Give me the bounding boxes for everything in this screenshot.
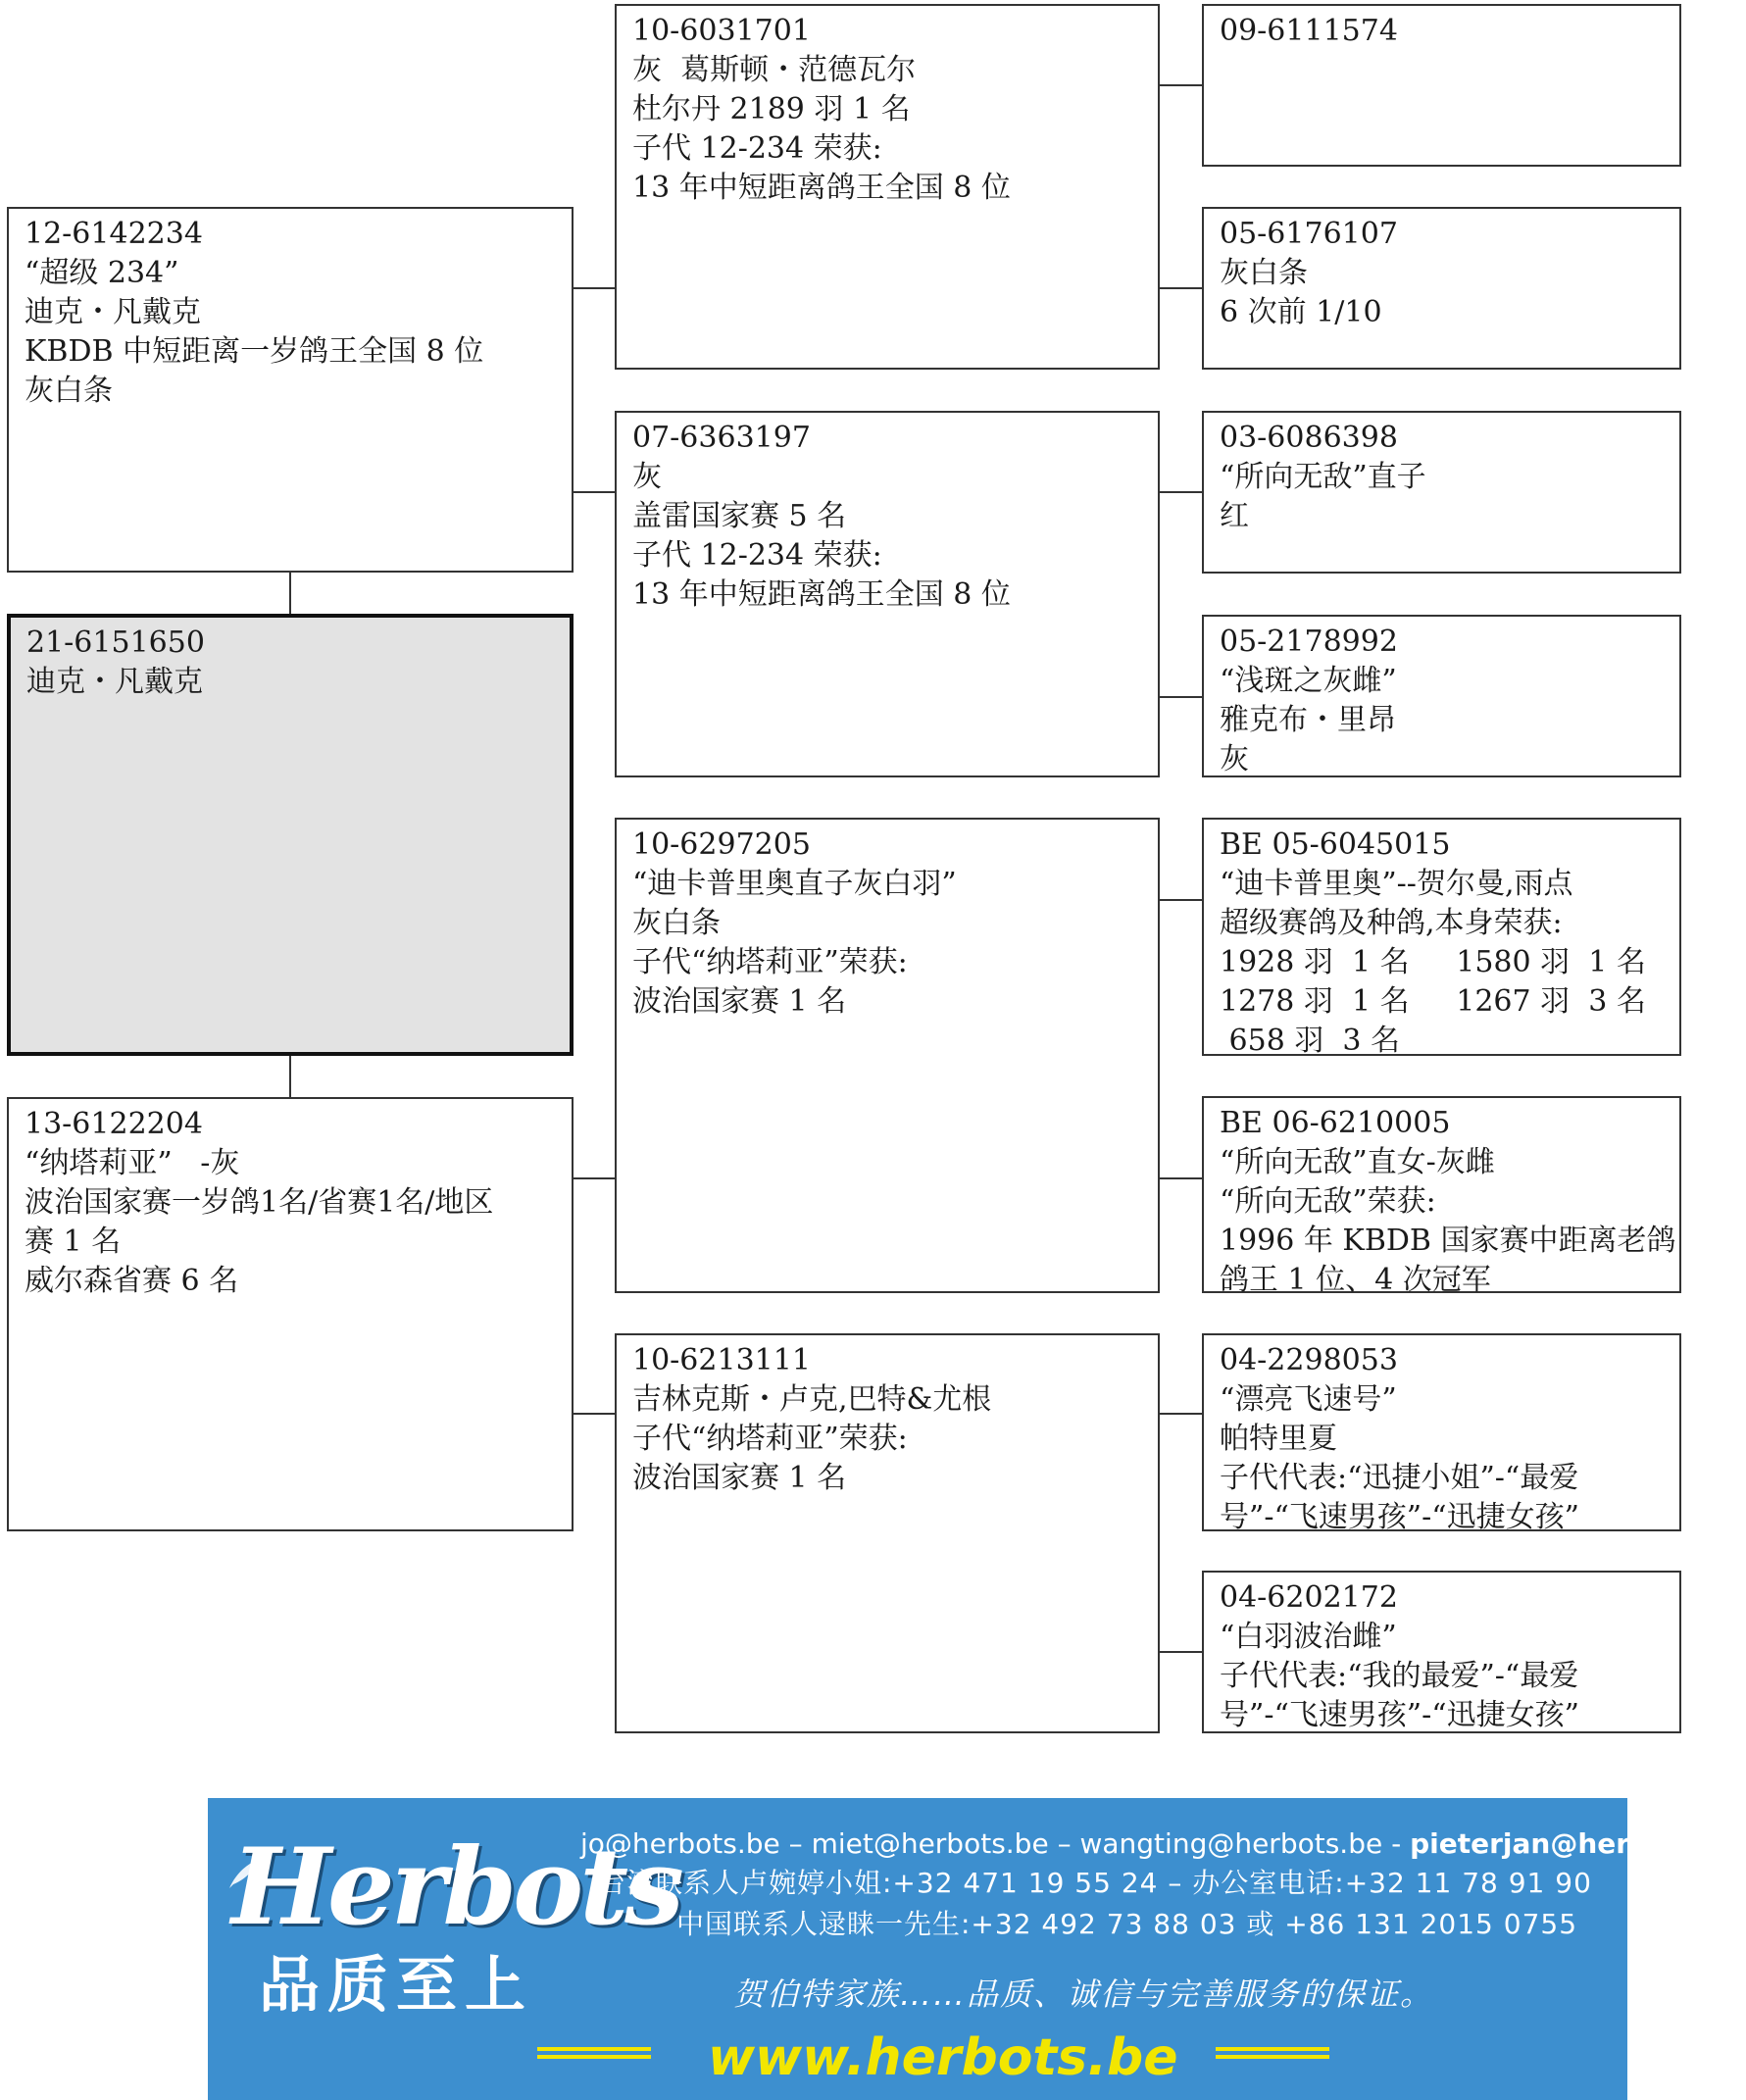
pedigree-line: BE 06-6210005	[1220, 1106, 1451, 1140]
pedigree-line: 10-6031701	[632, 14, 811, 48]
connector	[574, 287, 617, 289]
pedigree-line: 04-6202172	[1220, 1580, 1398, 1615]
pedigree-line: 盖雷国家赛 5 名	[632, 499, 847, 533]
connector	[1160, 899, 1203, 901]
connector	[1160, 84, 1203, 86]
pedigree-box-dam-dam	[615, 1333, 1160, 1733]
connector	[1160, 696, 1203, 698]
pedigree-line: KBDB 中短距离一岁鸽王全国 8 位	[25, 334, 484, 369]
pedigree-line: 04-2298053	[1220, 1343, 1398, 1377]
pedigree-line: “漂亮飞速号”	[1220, 1382, 1397, 1417]
pedigree-line: 雅克布・里昂	[1220, 703, 1396, 737]
brand-logo: Herbots	[231, 1825, 680, 1949]
website-link[interactable]: www.herbots.be	[708, 2028, 1178, 2087]
pedigree-line: BE 05-6045015	[1220, 827, 1451, 862]
pedigree-line: 号”-“飞速男孩”-“迅捷女孩”	[1220, 1698, 1579, 1732]
pedigree-line: 迪克・凡戴克	[26, 665, 203, 699]
decorative-line-right	[1216, 2047, 1329, 2051]
pedigree-box-dam	[7, 1097, 574, 1531]
connector	[1160, 1177, 1203, 1179]
connector	[1160, 1413, 1203, 1415]
pedigree-line: 09-6111574	[1220, 14, 1398, 48]
pedigree-line: 子代“纳塔莉亚”荣获:	[632, 945, 908, 979]
pedigree-line: “纳塔莉亚” -灰	[25, 1146, 240, 1180]
connector	[574, 1413, 617, 1415]
pedigree-line: 1996 年 KBDB 国家赛中距离老鸽	[1220, 1224, 1676, 1258]
pedigree-line: 21-6151650	[26, 625, 205, 660]
pedigree-line: 6 次前 1/10	[1220, 295, 1382, 329]
connector	[1160, 287, 1203, 289]
pedigree-line: 05-2178992	[1220, 625, 1398, 659]
pedigree-line: “所向无敌”直子	[1220, 460, 1426, 494]
decorative-line-left	[537, 2055, 651, 2059]
pedigree-box-ggp-8	[1202, 1571, 1681, 1733]
decorative-line-right	[1216, 2055, 1329, 2059]
pedigree-line: 子代代表:“迅捷小姐”-“最爱	[1220, 1461, 1579, 1495]
pedigree-box-ggp-7	[1202, 1333, 1681, 1534]
pedigree-box-ggp-2	[1202, 207, 1681, 370]
email-pieterjan: pieterjan@herbots.be	[1410, 1827, 1746, 1860]
brand-slogan: 品质至上	[259, 1949, 534, 2021]
pedigree-line: 灰白条	[25, 374, 113, 408]
pedigree-box-dam-sire	[615, 818, 1160, 1293]
connector	[289, 1056, 291, 1099]
pedigree-line: “所向无敌”荣获:	[1220, 1184, 1436, 1219]
pedigree-line: 威尔森省赛 6 名	[25, 1264, 239, 1298]
pedigree-box-subject	[7, 614, 574, 1056]
pedigree-line: 子代代表:“我的最爱”-“最爱	[1220, 1659, 1579, 1693]
pedigree-line: 灰	[1220, 742, 1249, 776]
brand-tagline: 贺伯特家族……品质、诚信与完善服务的保证。	[733, 1975, 1434, 2013]
contact-china: 中国联系人逯睐一先生:+32 492 73 88 03 或 +86 131 2015 0755	[676, 1908, 1578, 1940]
pedigree-line: 灰	[632, 460, 662, 494]
pedigree-line: 灰白条	[1220, 256, 1308, 290]
pedigree-line: 05-6176107	[1220, 217, 1398, 251]
pedigree-line: 子代“纳塔莉亚”荣获:	[632, 1422, 908, 1456]
pedigree-line: 1278 羽 1 名 1267 羽 3 名	[1220, 984, 1646, 1019]
pedigree-line: “白羽波治雌”	[1220, 1620, 1397, 1654]
connector	[289, 572, 291, 615]
pedigree-line: “所向无敌”直女-灰雌	[1220, 1145, 1495, 1179]
pedigree-line: 12-6142234	[25, 217, 203, 251]
pedigree-box-ggp-3	[1202, 411, 1681, 574]
decorative-line-left	[537, 2047, 651, 2051]
email-contacts	[580, 1827, 1746, 1861]
pedigree-line: “浅斑之灰雌”	[1220, 664, 1397, 698]
pedigree-line: 10-6297205	[632, 827, 811, 862]
contact-taiwan: 台湾联系人卢婉婷小姐:+32 471 19 55 24 – 办公室电话:+32 11 78 91 90	[598, 1867, 1592, 1899]
connector	[1160, 491, 1203, 493]
pedigree-line: 灰白条	[632, 906, 721, 940]
pedigree-line: 13-6122204	[25, 1107, 203, 1141]
pedigree-line: 灰 葛斯顿・范德瓦尔	[632, 53, 917, 87]
herbots-footer-banner	[208, 1798, 1746, 2100]
pedigree-line: 吉林克斯・卢克,巴特&尤根	[632, 1382, 992, 1417]
pedigree-line: 帕特里夏	[1220, 1422, 1337, 1456]
pedigree-line: “超级 234”	[25, 256, 179, 290]
pedigree-line: 10-6213111	[632, 1343, 811, 1377]
pedigree-box-ggp-4	[1202, 615, 1681, 777]
pedigree-line: 波治国家赛一岁鸽1名/省赛1名/地区	[25, 1185, 494, 1220]
pedigree-line: 号”-“飞速男孩”-“迅捷女孩”	[1220, 1500, 1579, 1534]
pedigree-line: 超级赛鸽及种鸽,本身荣获:	[1220, 906, 1563, 940]
pedigree-line: 赛 1 名	[25, 1225, 122, 1259]
pedigree-line: 1928 羽 1 名 1580 羽 1 名	[1220, 945, 1646, 979]
pedigree-line: 13 年中短距离鸽王全国 8 位	[632, 577, 1011, 612]
pedigree-box-sire-sire	[615, 4, 1160, 370]
pedigree-box-sire-dam	[615, 411, 1160, 777]
pedigree-box-ggp-6	[1202, 1096, 1681, 1297]
pedigree-line: 波治国家赛 1 名	[632, 984, 847, 1019]
pedigree-box-ggp-5	[1202, 818, 1681, 1056]
pedigree-line: 红	[1220, 499, 1249, 533]
pedigree-line: “迪卡普里奥直子灰白羽”	[632, 867, 957, 901]
connector	[574, 491, 617, 493]
pedigree-line: 迪克・凡戴克	[25, 295, 201, 329]
pedigree-line: 03-6086398	[1220, 421, 1398, 455]
pedigree-line: 鸽王 1 位、4 次冠军	[1220, 1263, 1491, 1297]
pedigree-box-ggp-1	[1202, 4, 1681, 167]
pedigree-line: 658 羽 3 名	[1220, 1024, 1401, 1058]
pedigree-line: 子代 12-234 荣获:	[632, 131, 882, 166]
pedigree-line: 07-6363197	[632, 421, 811, 455]
email-list: jo@herbots.be – miet@herbots.be – wangting@herbots.be -	[580, 1827, 1411, 1860]
pedigree-box-sire	[7, 207, 574, 573]
pedigree-line: 13 年中短距离鸽王全国 8 位	[632, 171, 1011, 205]
connector	[574, 1177, 617, 1179]
pedigree-line: 波治国家赛 1 名	[632, 1461, 847, 1495]
pedigree-line: “迪卡普里奥”--贺尔曼,雨点	[1220, 867, 1573, 901]
pedigree-line: 杜尔丹 2189 羽 1 名	[632, 92, 911, 126]
connector	[1160, 1651, 1203, 1653]
pedigree-line: 子代 12-234 荣获:	[632, 538, 882, 573]
